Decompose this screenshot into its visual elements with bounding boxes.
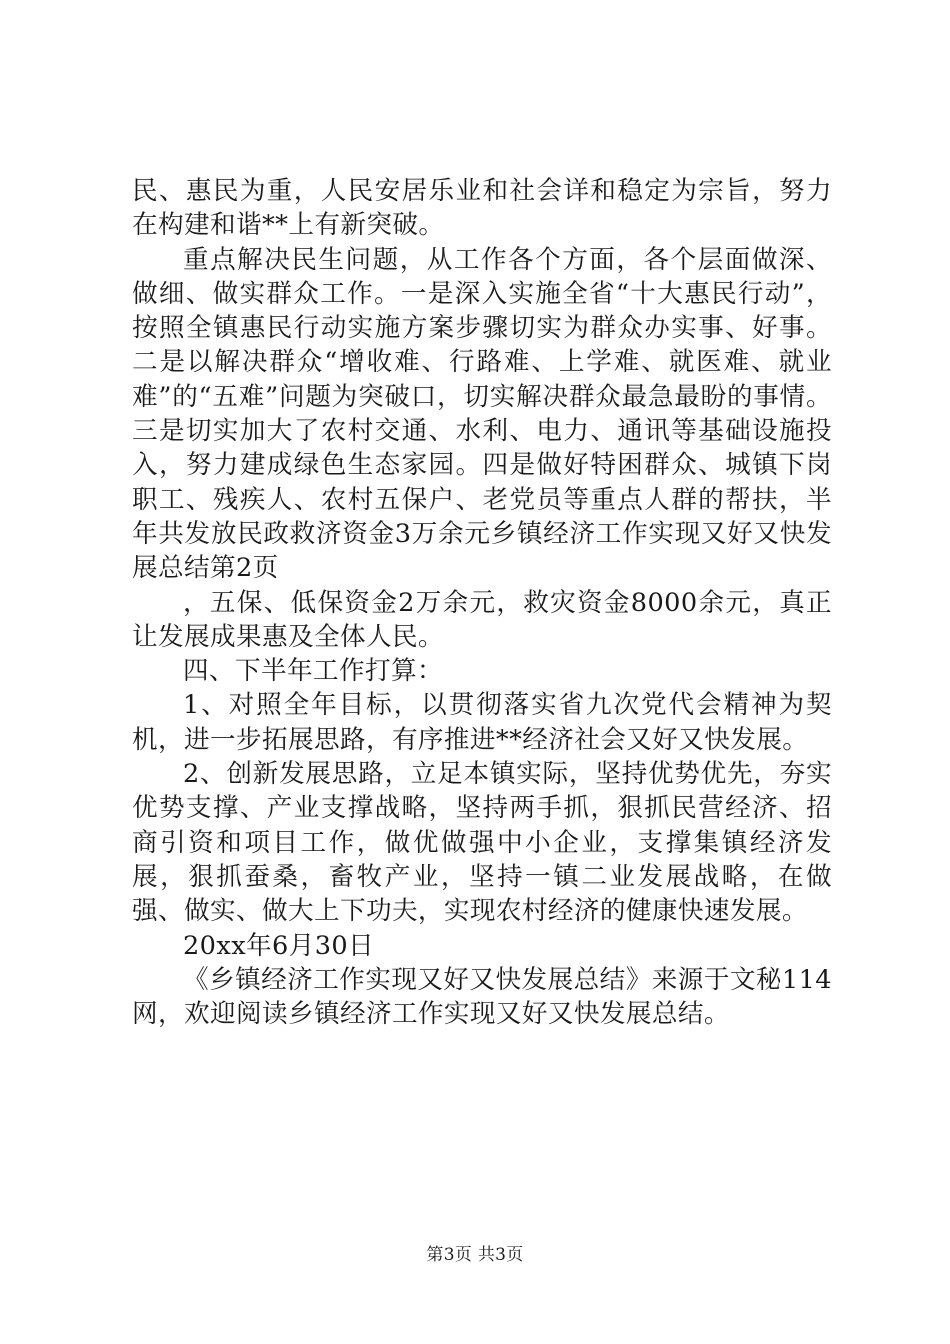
paragraph-plan-1: 1、对照全年目标，以贯彻落实省九次党代会精神为契机，进一步拓展思路，有序推进**经济社会又好又快发展。 (132, 690, 832, 755)
document-body (132, 174, 832, 1031)
document-date: 20xx年6月30日 (183, 930, 375, 961)
paragraph-funds: ，五保、低保资金2万余元，救灾资金8000余元，真正让发展成果惠及全体人民。 (132, 587, 832, 652)
source-note: 《乡镇经济工作实现又好又快发展总结》来源于文秘114网，欢迎阅读乡镇经济工作实现又好又快发展总结。 (132, 964, 832, 1030)
section-heading-plans: 四、下半年工作打算： (183, 656, 443, 687)
paragraph-livelihood: 重点解决民生问题，从工作各个方面，各个层面做深、做细、做实群众工作。一是深入实施全省“十大惠民行动”，按照全镇惠民行动实施方案步骤切实为群众办实事、好事。二是以解决群众“增收难、行路难、上学难、就医难、就业难”的“五难”问题为突破口，切实解决群众最急最盼的事情。三是切实加大了农村交通、水利、电力、通讯等基础设施投入，努力建成绿色生态家园。四是做好特困群众、城镇下岗职工、残疾人、农村五保户、老党员等重点人群的帮扶，半年共发放民政救济资金3万余元乡镇经济工作实现又好又快发展总结第2页 (132, 244, 832, 584)
paragraph-plan-2: 2、创新发展思路，立足本镇实际，坚持优势优先，夯实优势支撑、产业支撑战略，坚持两手抓，狠抓民营经济、招商引资和项目工作，做优做强中小企业，支撑集镇经济发展，狠抓蚕桑，畜牧产业，坚持一镇二业发展战略，在做强、做实、做大上下功夫，实现农村经济的健康快速发展。 (132, 759, 832, 927)
page-number-footer: 第3页 共3页 (426, 1245, 524, 1265)
paragraph-continuation: 民、惠民为重，人民安居乐业和社会详和稳定为宗旨，努力在构建和谐**上有新突破。 (132, 176, 832, 241)
